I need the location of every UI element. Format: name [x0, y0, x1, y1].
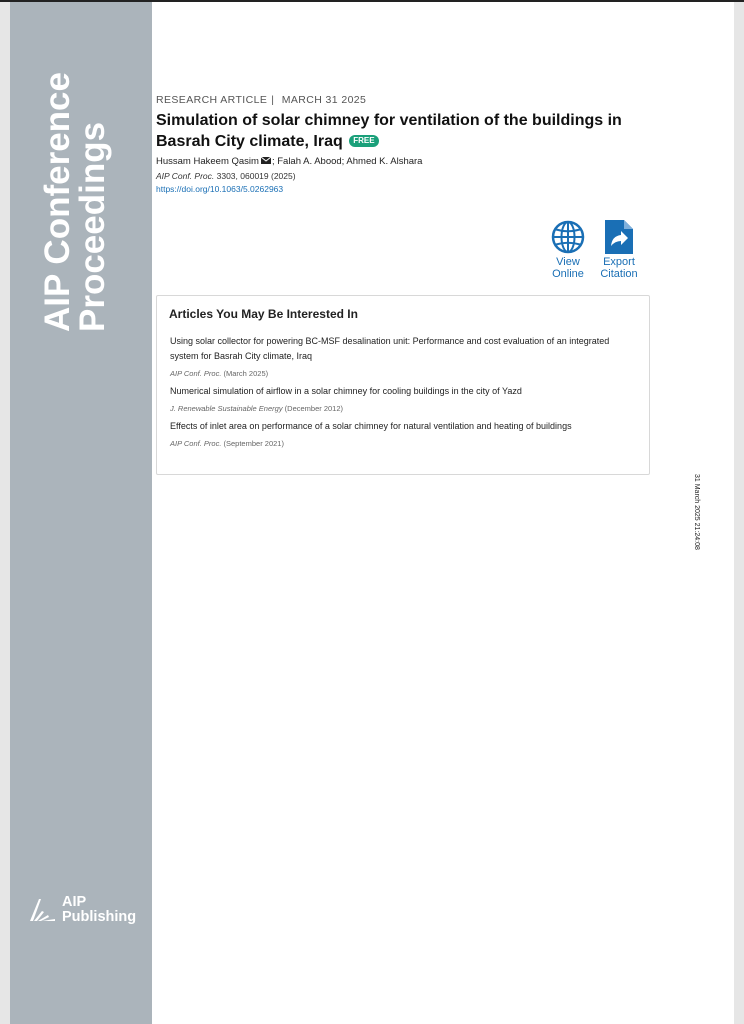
related-article-link-1[interactable]: Using solar collector for powering BC-MSF desalination unit: Performance and cost evaluation of an integrated system for Basrah City climate, Iraq [170, 336, 610, 361]
journal-name: AIP Conf. Proc. [156, 171, 215, 181]
article-title-text: Simulation of solar chimney for ventilation of the buildings in Basrah City climate, Iraq [156, 112, 622, 150]
series-title-line2: Proceedings [73, 121, 112, 332]
view-online-button[interactable] [546, 220, 590, 280]
related-article-meta-2 [170, 404, 620, 413]
author-link-1[interactable]: Hussam Hakeem Qasim [156, 156, 259, 167]
related-article-meta-3 [170, 439, 620, 448]
related-article-date-3: (September 2021) [221, 439, 284, 448]
download-timestamp: 31 March 2025 21:24:08 [693, 474, 700, 550]
export-citation-button[interactable] [597, 220, 641, 280]
article-date: MARCH 31 2025 [281, 94, 367, 106]
publisher-logo [28, 895, 148, 931]
list-item [170, 334, 620, 378]
publisher-line2: Publishing [62, 909, 137, 925]
related-articles-list [170, 334, 620, 454]
article-meta: RESEARCH ARTICLE | MARCH 31 2025 [156, 94, 367, 106]
aip-logo-icon [28, 897, 58, 923]
related-articles-heading: Articles You May Be Interested In [169, 307, 358, 321]
envelope-icon[interactable] [261, 157, 271, 164]
export-citation-line1: Export [603, 256, 635, 268]
free-badge: FREE [349, 135, 378, 147]
related-article-link-3[interactable]: Effects of inlet area on performance of a solar chimney for natural ventilation and heating of buildings [170, 421, 572, 431]
author-list [156, 156, 656, 167]
related-article-link-2[interactable]: Numerical simulation of airflow in a solar chimney for cooling buildings in the city of Yazd [170, 386, 522, 396]
globe-icon [551, 220, 585, 254]
related-article-journal-3: AIP Conf. Proc. [170, 439, 222, 448]
related-article-meta-1 [170, 369, 620, 378]
pdf-page [10, 2, 734, 1024]
list-item [170, 419, 620, 448]
export-document-icon [605, 220, 633, 254]
other-authors[interactable]: ; Falah A. Abood; Ahmed K. Alshara [271, 156, 423, 167]
publisher-line1: AIP [62, 894, 87, 910]
article-title [156, 110, 656, 152]
citation-line [156, 171, 656, 181]
export-citation-line2: Citation [600, 268, 638, 280]
citation-detail: 3303, 060019 (2025) [214, 171, 296, 181]
series-title-line1: AIP Conference [38, 72, 77, 332]
related-article-journal-2: J. Renewable Sustainable Energy [170, 404, 283, 413]
related-article-date-2: (December 2012) [282, 404, 344, 413]
series-title [40, 72, 110, 332]
publisher-name [62, 895, 136, 925]
doi-link[interactable]: https://doi.org/10.1063/5.0262963 [156, 184, 284, 194]
list-item [170, 384, 620, 413]
sidebar-banner [10, 2, 152, 1024]
related-article-date-1: (March 2025) [221, 369, 269, 378]
view-online-line1: View [556, 256, 580, 268]
related-article-journal-1: AIP Conf. Proc. [170, 369, 222, 378]
article-header [156, 94, 656, 194]
view-online-line2: Online [552, 268, 584, 280]
related-articles-box [156, 295, 650, 475]
article-type: RESEARCH ARTICLE [156, 94, 268, 106]
